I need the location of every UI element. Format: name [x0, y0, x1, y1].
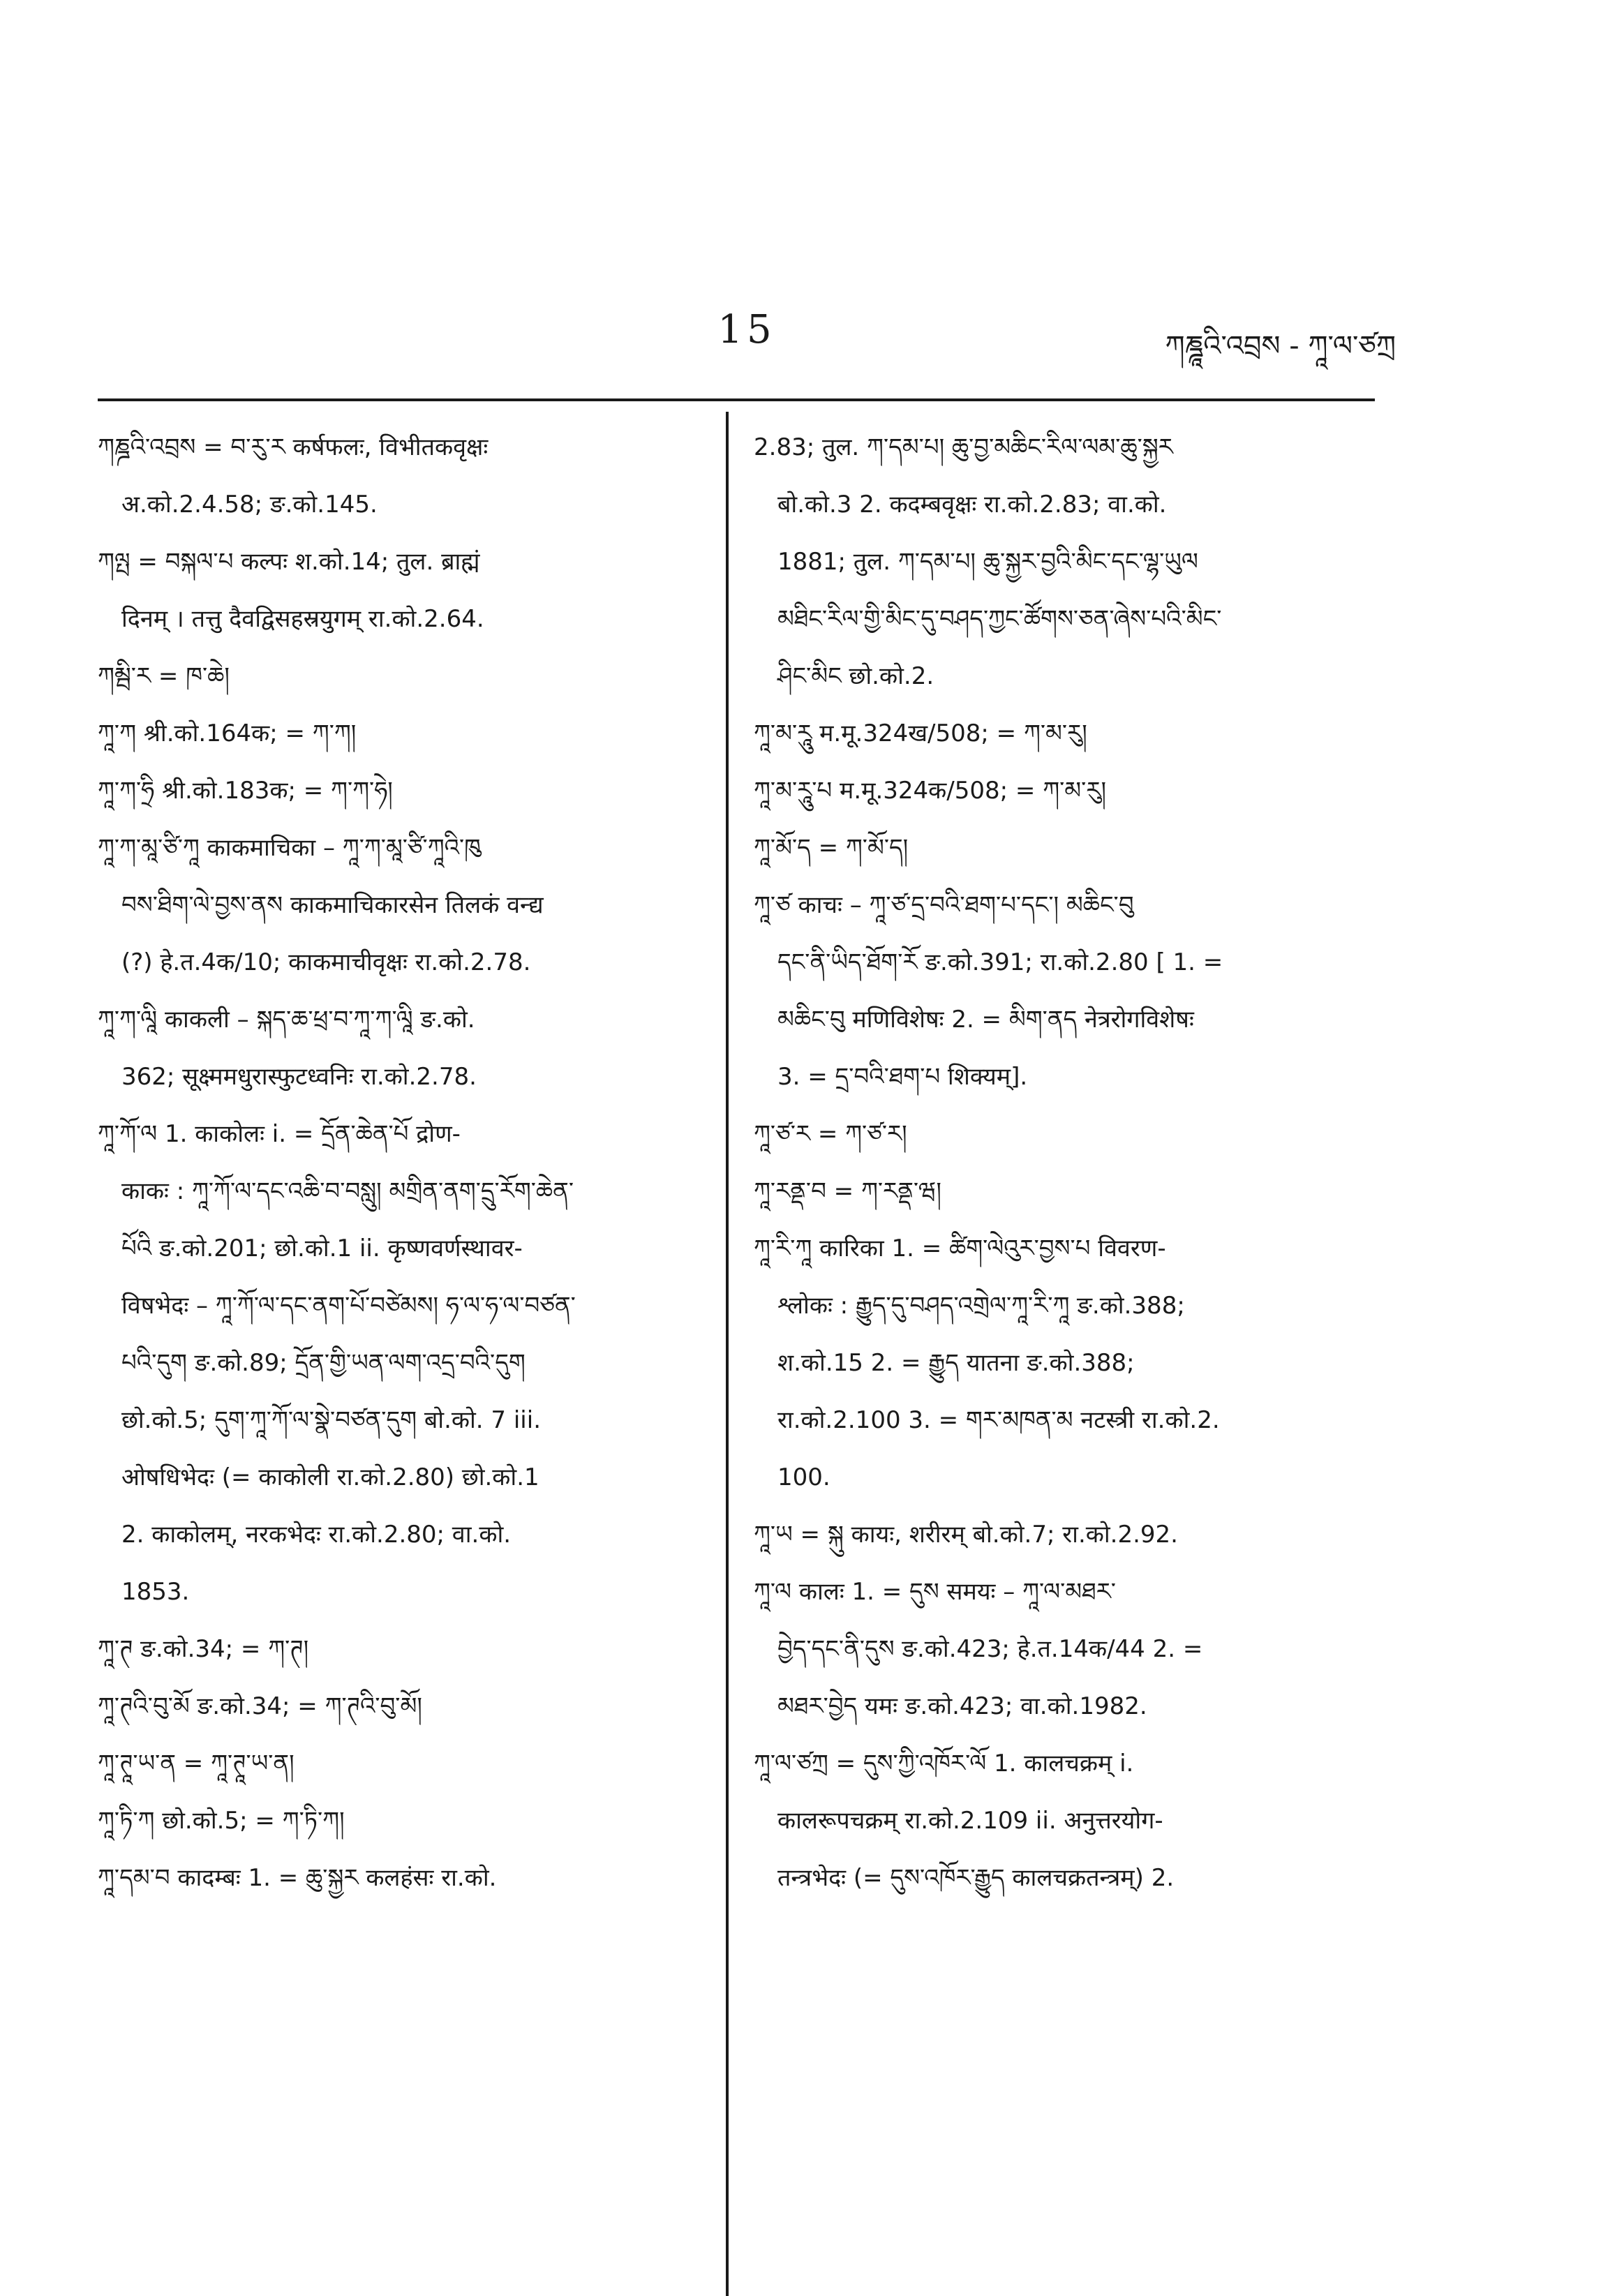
entry-headline: ཀཱ་ཊའི་བུ་མོ ङ.को.34; = ཀ་ཊའི་བུ་མོ། — [98, 1692, 422, 1720]
entry-continuation: कालरूपचक्रम् रा.को.2.109 ii. अनुत्तरयोग- — [777, 1807, 1163, 1835]
entry-continuation: 100. — [777, 1463, 830, 1491]
dictionary-entry — [98, 762, 705, 819]
entry-headline: ཀཱ་མ་རཱུ་པ म.मू.324क/508; = ཀ་མ་རུ། — [754, 777, 1107, 805]
entry-continuation: དང་ནི་ཡིད་ཐོག་རོ ङ.को.391; रा.को.2.80 [ 1. = — [777, 948, 1223, 976]
dictionary-entry — [754, 1563, 1375, 1735]
entry-continuation: दिनम् । तत्तु दैवद्विसहस्रयुगम् रा.को.2.64. — [121, 605, 484, 633]
entry-headline: ཀཱ་ཊ ङ.को.34; = ཀ་ཊ། — [98, 1635, 309, 1663]
entry-continuation: པའི་དུག ङ.को.89; དྲོན་གྱི་ཡན་ལག་འདྲ་བའི་དུག — [121, 1349, 526, 1377]
entry-headline: ཀཱ་རི་ཀཱ कारिका 1. = ཚིག་ལེའུར་བྱས་པ विवरण- — [754, 1235, 1166, 1262]
dictionary-entry — [98, 991, 705, 1105]
dictionary-entry — [98, 1735, 705, 1792]
entry-headline: ཀཱ་ཀ श्री.को.164क; = ཀ་ཀ། — [98, 720, 357, 747]
dictionary-entry — [98, 648, 705, 705]
entry-headline: 2.83; तुल. ཀ་དམ་པ། ཆུ་བྱ་མཆིང་རིལ་ལམ་ཆུ་སྐྱར — [754, 433, 1173, 461]
entry-headline: ཀཱ་ལ་ཙཀྲ = དུས་ཀྱི་འཁོར་ལོ 1. कालचक्रम् i. — [754, 1750, 1134, 1777]
entry-continuation: ओषधिभेदः (= काकोली रा.को.2.80) छो.को.1 — [121, 1463, 539, 1491]
entry-headline: ཀཱ་ཡ = སྐུ कायः, शरीरम् बो.को.7; रा.को.2.92. — [754, 1521, 1178, 1549]
dictionary-entry — [98, 1792, 705, 1849]
dictionary-entry — [98, 705, 705, 762]
entry-continuation: (?) हे.त.4क/10; काकमाचीवृक्षः रा.को.2.78. — [121, 948, 531, 976]
entry-continuation: विषभेदः – ཀཱ་ཀོ་ལ་དང་ནག་པོ་བཙེམས། ཧ་ལ་ཧ་ལ་བཙན་ — [121, 1292, 576, 1320]
entry-headline: ཀལྤ = བསྐལ་པ कल्पः श.को.14; तुल. ब्राह्मं — [98, 548, 480, 576]
entry-headline: ཀཱ་ཏི་ཀ छो.को.5; = ཀ་ཏི་ཀ། — [98, 1807, 345, 1835]
entry-headline: ཀམྦི་ར = ཁ་ཆེ། — [98, 662, 230, 690]
entry-continuation: श्लोकः : རྒྱུད་དུ་བཤད་འགྲེལ་ཀཱ་རི་ཀཱ ङ.को.388; — [777, 1292, 1185, 1320]
dictionary-entry — [754, 419, 1375, 705]
entry-continuation: མཐིང་རིལ་གྱི་མིང་དུ་བཤད་ཀྱང་ཚོགས་ཅན་ཞེས་པའི་མིང་ — [777, 605, 1222, 633]
dictionary-entry — [98, 533, 705, 648]
right-column — [754, 419, 1375, 1907]
entry-continuation: बो.को.3 2. कदम्बवृक्षः रा.को.2.83; वा.को. — [777, 491, 1167, 519]
dictionary-entry — [754, 705, 1375, 762]
entry-continuation: བས་ཐིག་ལེ་བྱས་ནས काकमाचिकारसेन तिलकं वन्द्य — [121, 891, 544, 919]
header-rule — [98, 398, 1375, 401]
dictionary-entry — [98, 1849, 705, 1907]
column-divider — [726, 412, 729, 2296]
dictionary-entry — [98, 1678, 705, 1735]
entry-headline: ཀཱ་ཙ་ར = ཀ་ཙ་ར། — [754, 1120, 907, 1148]
entry-headline: ཀཱ་ཊཱ་ཡ་ན = ཀཱ་ཊཱ་ཡ་ན། — [98, 1750, 295, 1777]
entry-continuation: མཐར་བྱེད यमः ङ.को.423; वा.को.1982. — [777, 1692, 1147, 1720]
dictionary-entry — [98, 419, 705, 533]
entry-headline: ཀཱ་དམ་བ कादम्बः 1. = ཆུ་སྐྱར कलहंसः रा.को. — [98, 1864, 497, 1892]
entry-continuation: छो.को.5; དུག་ཀཱ་ཀོ་ལ་སྣེ་བཙན་དུག बो.को. 7 iii. — [121, 1406, 542, 1434]
entry-continuation: ཤིང་མིང छो.को.2. — [777, 662, 934, 690]
dictionary-entry — [754, 762, 1375, 819]
left-column — [98, 419, 705, 1907]
entry-headline: ཀཱ་མ་རཱུ म.मू.324ख/508; = ཀ་མ་རུ། — [754, 720, 1087, 747]
entry-headline: ཀཱ་རནྡ་བ = ཀ་རནྡ་ཝ། — [754, 1177, 941, 1205]
running-head: ཀཎྜཱའི་འབྲས - ཀཱ་ལ་ཙཀྲ — [1165, 330, 1396, 362]
entry-headline: ཀཱ་ཀོ་ལ 1. काकोलः i. = དྲོན་ཆེན་པོ द्रोण- — [98, 1120, 461, 1148]
entry-continuation: 3. = དྲ་བའི་ཐག་པ शिक्यम्]. — [777, 1063, 1028, 1091]
dictionary-entry — [98, 819, 705, 991]
dictionary-entry — [98, 1620, 705, 1678]
entry-continuation: श.को.15 2. = རྒྱུད यातना ङ.को.388; — [777, 1349, 1135, 1377]
dictionary-entry — [754, 1220, 1375, 1506]
page-number: 15 — [717, 307, 776, 352]
entry-continuation: 1853. — [121, 1578, 190, 1606]
entry-continuation: तन्त्रभेदः (= དུས་འཁོར་རྒྱུད कालचक्रतन्त्रम्) 2. — [777, 1864, 1175, 1892]
dictionary-entry — [754, 1506, 1375, 1563]
entry-headline: ཀཱ་མོ་ད = ཀ་མོ་ད། — [754, 834, 909, 862]
dictionary-entry — [754, 819, 1375, 877]
entry-continuation: མཆིང་བུ मणिविशेषः 2. = མིག་ནད नेत्ररोगविशेषः — [777, 1006, 1194, 1034]
entry-continuation: བྱེད་དང་ནི་དུས ङ.को.423; हे.त.14क/44 2. = — [777, 1635, 1203, 1663]
entry-headline: ཀཱ་ཀ་ཧྲི श्री.को.183क; = ཀ་ཀ་ཧེ། — [98, 777, 393, 805]
entry-continuation: 2. काकोलम्, नरकभेदः रा.को.2.80; वा.को. — [121, 1521, 512, 1549]
dictionary-entry — [98, 1105, 705, 1620]
entry-continuation: པོའི ङ.को.201; छो.को.1 ii. कृष्णवर्णस्थावर- — [121, 1235, 523, 1262]
entry-continuation: रा.को.2.100 3. = གར་མཁན་མ नटस्त्री रा.को.2. — [777, 1406, 1220, 1434]
entry-headline: ཀཱ་ཀ་ལཱི काकली – སྐད་ཆ་ཕྲ་བ་ཀཱ་ཀ་ལཱི ङ.को. — [98, 1006, 475, 1034]
entry-headline: ཀཱ་ཀ་མཱ་ཙི་ཀཱ काकमाचिका – ཀཱ་ཀ་མཱ་ཙི་ཀཱའི་ཁུ — [98, 834, 481, 862]
entry-continuation: काकः : ཀཱ་ཀོ་ལ་དང་འཆི་བ་བསླུ། མགྲིན་ནག་དྲུ་རོག་ཆེན་ — [121, 1177, 574, 1205]
entry-headline: ཀཎྜའི་འབྲས = བ་རུ་ར कर्षफलः, विभीतकवृक्षः — [98, 433, 489, 461]
entry-continuation: अ.को.2.4.58; ङ.को.145. — [121, 491, 378, 519]
entry-headline: ཀཱ་ལ कालः 1. = དུས समयः – ཀཱ་ལ་མཐར་ — [754, 1578, 1116, 1606]
dictionary-entry — [754, 1105, 1375, 1163]
entry-continuation: 362; सूक्ष्ममधुरास्फुटध्वनिः रा.को.2.78. — [121, 1063, 477, 1091]
entry-headline: ཀཱ་ཙ काचः – ཀཱ་ཙ་དྲ་བའི་ཐག་པ་དང་། མཆིང་བུ — [754, 891, 1134, 919]
entry-continuation: 1881; तुल. ཀ་དམ་པ། ཆུ་སྐྱར་བྱའི་མིང་དང་ལྷ་ཡུལ — [777, 548, 1198, 576]
dictionary-entry — [754, 1735, 1375, 1907]
dictionary-entry — [754, 877, 1375, 1105]
dictionary-entry — [754, 1163, 1375, 1220]
